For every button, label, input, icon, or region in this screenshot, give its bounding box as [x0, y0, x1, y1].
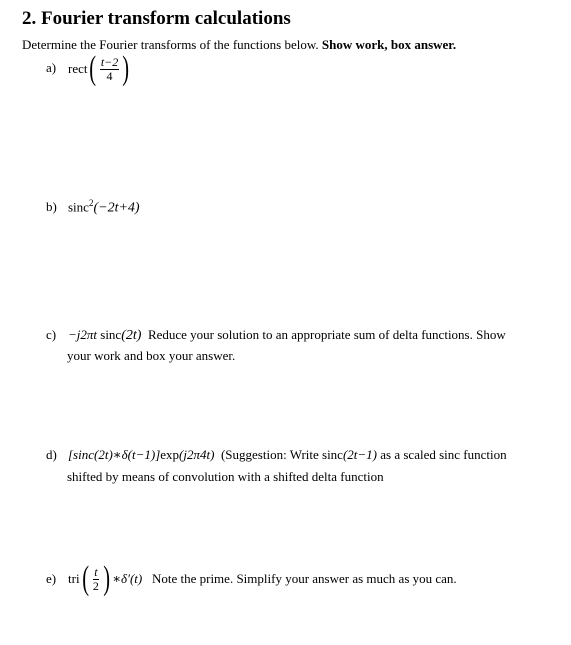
problem-note: Reduce your solution to an appropriate sum of delta functions. Show — [147, 327, 506, 342]
problem-label: b) — [46, 199, 57, 215]
instructions — [22, 37, 456, 53]
problem-d-note-continued: shifted by means of convolution with a shifted delta function — [67, 469, 384, 484]
fraction-numerator: t — [94, 564, 98, 579]
note-continued: as a scaled sinc function — [377, 447, 507, 462]
fraction — [92, 566, 100, 592]
function-name: sinc — [68, 199, 89, 215]
problem-c — [46, 327, 506, 344]
left-paren: ( — [81, 560, 89, 597]
expression-prefix: [sinc(2t)∗δ(t−1)] — [68, 447, 161, 462]
right-paren: ) — [103, 560, 110, 597]
problem-label: d) — [46, 447, 57, 462]
note-function-argument: (2t−1) — [342, 447, 378, 462]
note-function-name: sinc — [322, 447, 343, 462]
instructions-text: Determine the Fourier transforms of the functions below. — [22, 37, 322, 52]
problem-a — [46, 52, 132, 86]
right-paren: ) — [122, 50, 130, 87]
instructions-emphasis: Show work, box answer. — [321, 37, 457, 52]
problem-note: (Suggestion: Write — [220, 447, 323, 462]
expression-prefix: −j2πt — [68, 327, 98, 342]
section-heading: 2. Fourier transform calculations — [22, 8, 291, 29]
left-paren: ( — [89, 50, 97, 87]
expression-tail: ∗δ′(t) — [112, 571, 143, 586]
function-name: sinc — [97, 327, 122, 342]
function-argument: (−2t+4) — [93, 200, 140, 216]
problem-label: a) — [46, 59, 57, 75]
function-argument: (2t) — [121, 328, 142, 343]
fraction-denominator: 4 — [106, 68, 113, 83]
function-name: exp — [160, 447, 180, 462]
function-name: rect — [68, 61, 88, 76]
function-name: tri — [68, 571, 80, 586]
problem-b — [46, 198, 140, 216]
function-argument: (j2π4t) — [179, 447, 215, 462]
problem-d — [46, 447, 507, 463]
fraction-numerator: t−2 — [100, 54, 119, 69]
problem-e — [46, 562, 457, 596]
problem-c-note-continued: your work and box your answer. — [67, 348, 236, 363]
fraction-denominator: 2 — [92, 578, 99, 593]
exponent: 2 — [88, 198, 94, 208]
problem-label: e) — [46, 571, 57, 586]
problem-label: c) — [46, 327, 57, 342]
fraction — [100, 56, 119, 82]
fraction-group — [80, 562, 113, 596]
problem-note: Note the prime. Simplify your answer as much as you can. — [151, 571, 457, 586]
fraction-group — [87, 52, 131, 86]
